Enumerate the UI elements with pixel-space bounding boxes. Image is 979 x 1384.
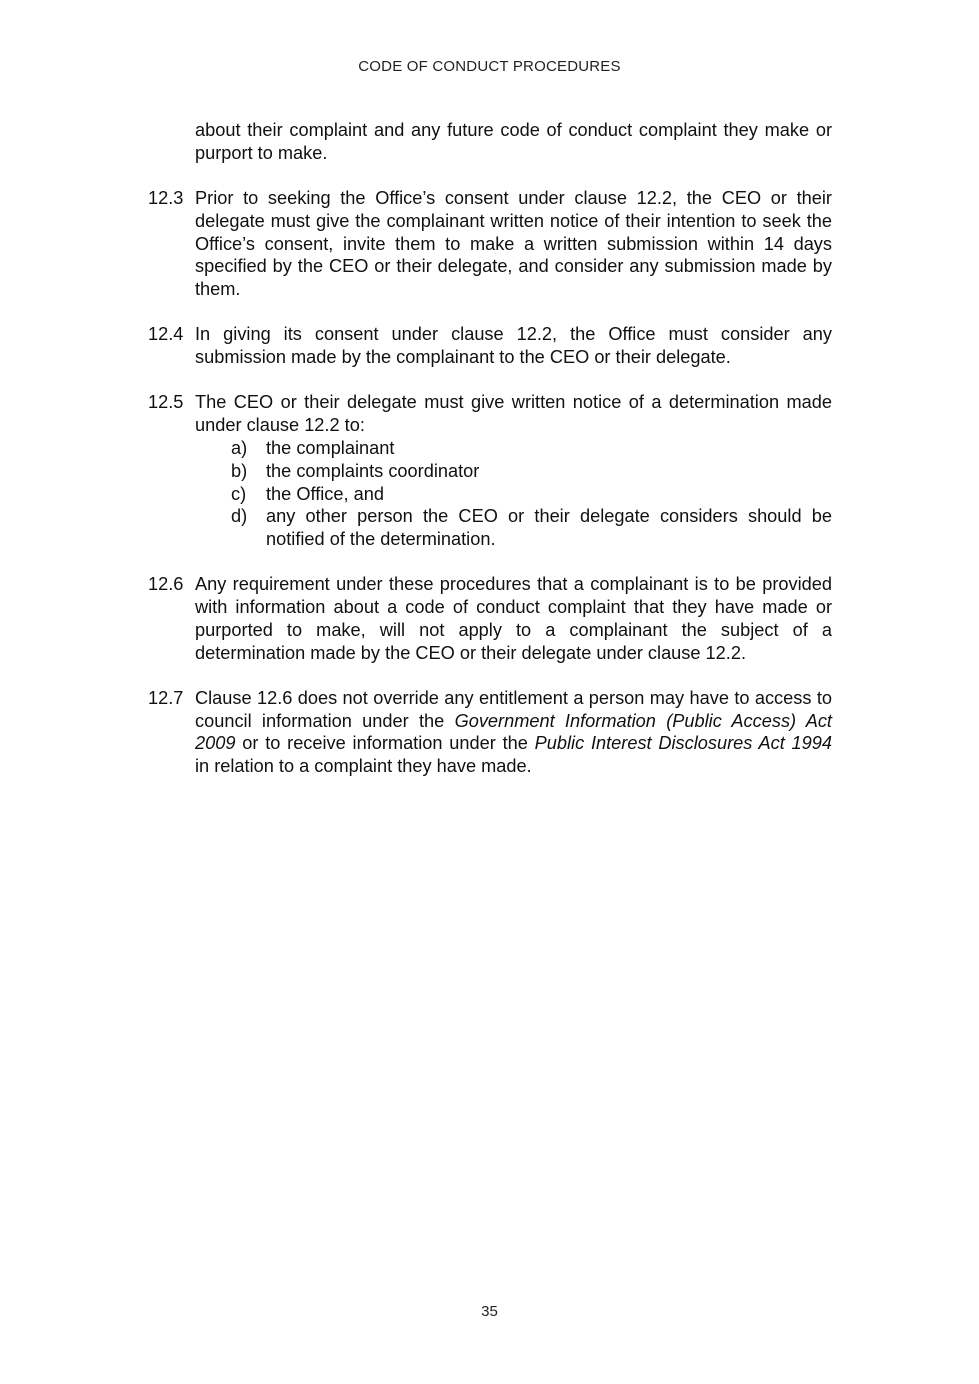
list-item-label: b) bbox=[231, 460, 248, 481]
clause-number: 12.6 bbox=[148, 574, 184, 595]
list-item bbox=[195, 437, 832, 460]
clause-number: 12.7 bbox=[148, 687, 184, 708]
clause-number: 12.5 bbox=[148, 392, 184, 413]
clause-text: Prior to seeking the Office’s consent under clause 12.2, the CEO or their delegate must give the complainant written notice of their intention to seek the Office’s consent, invite them to make a written submission within 14 days specified by the CEO or their delegate, and consider any submission made by them. bbox=[195, 187, 832, 300]
list-item-label: c) bbox=[231, 483, 247, 504]
clause-body bbox=[195, 391, 832, 551]
list-item bbox=[195, 505, 832, 551]
clause-number: 12.3 bbox=[148, 187, 184, 208]
list-item bbox=[195, 460, 832, 483]
clause-text-part: or to receive information under the bbox=[235, 733, 535, 754]
clause-12-6 bbox=[148, 573, 832, 664]
page-header: CODE OF CONDUCT PROCEDURES bbox=[358, 58, 621, 75]
clause-12-3 bbox=[148, 187, 832, 301]
clause-text: Any requirement under these procedures that a complainant is to be provided with information about a code of conduct complaint that they have made or purported to make, will not apply to a complainant the subject of a determination made by the CEO or their delegate under clause 12.2. bbox=[195, 574, 832, 663]
list-item-text: the Office, and bbox=[266, 483, 384, 504]
clause-12-7 bbox=[148, 687, 832, 778]
paragraph-continuation bbox=[148, 119, 832, 165]
list-item-text: the complaints coordinator bbox=[266, 460, 480, 481]
clause-text: The CEO or their delegate must give written notice of a determination made under clause 12.2 to: bbox=[195, 392, 832, 436]
act-title-gipa: Government Information (Public Access) Act 2009 bbox=[195, 710, 832, 754]
list-item-label: d) bbox=[231, 506, 248, 527]
clause-12-4 bbox=[148, 323, 832, 369]
recipient-list bbox=[195, 437, 832, 551]
clause-text-part: Clause 12.6 does not override any entitlement a person may have to access to council information under the bbox=[195, 687, 832, 731]
list-item bbox=[195, 483, 832, 506]
page-number: 35 bbox=[481, 1303, 498, 1320]
clause-12-5 bbox=[148, 391, 832, 551]
act-title-pid: Public Interest Disclosures Act 1994 bbox=[534, 733, 832, 754]
paragraph-text: about their complaint and any future code of conduct complaint they make or purport to make. bbox=[195, 120, 832, 163]
list-item-text: the complainant bbox=[266, 437, 395, 458]
clause-text-part: in relation to a complaint they have made. bbox=[195, 756, 532, 777]
list-item-label: a) bbox=[231, 437, 248, 458]
clause-text: In giving its consent under clause 12.2, the Office must consider any submission made by the complainant to the CEO or their delegate. bbox=[195, 324, 832, 368]
clause-text bbox=[195, 687, 832, 778]
clause-number: 12.4 bbox=[148, 324, 184, 345]
document-body bbox=[148, 119, 832, 800]
list-item-text: any other person the CEO or their delegate considers should be notified of the determination. bbox=[266, 506, 832, 550]
